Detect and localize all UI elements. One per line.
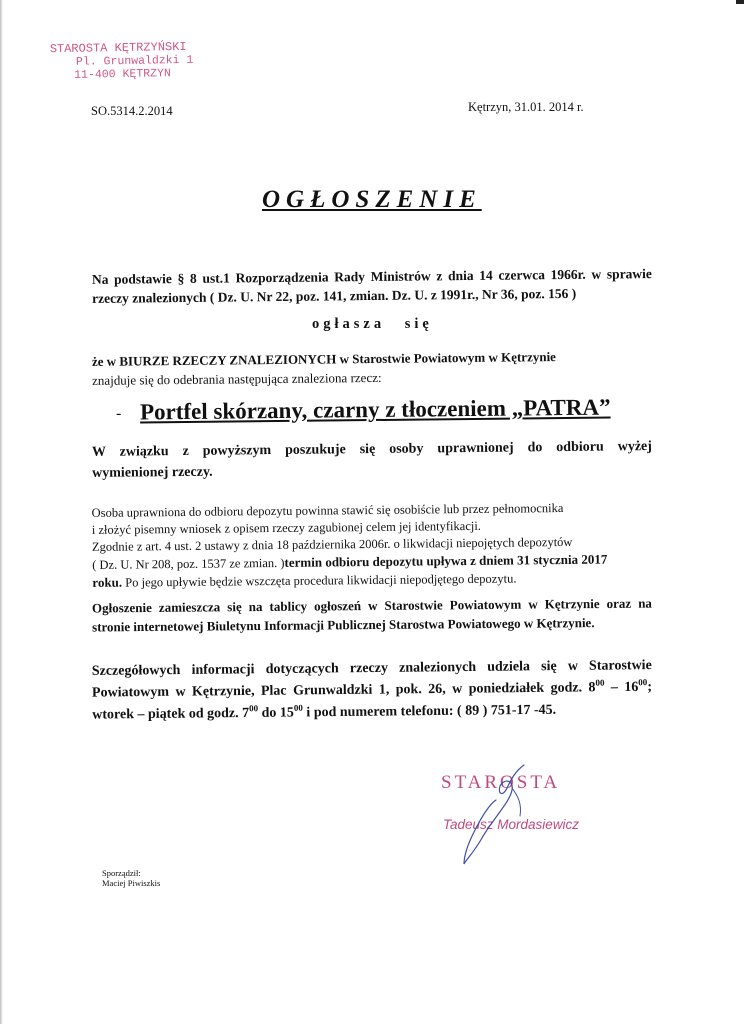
office-stamp xyxy=(50,41,194,82)
conditions-line-5-normal: Po jego upływie będzie wszczęta procedura likwidacji niepodjętego depozytu. xyxy=(122,571,517,590)
handwritten-signature xyxy=(452,760,552,870)
details-line-2-a: Powiatowym w Kętrzynie, Plac Grunwaldzki 1, pok. 26, w poniedziałek godz. 8 xyxy=(91,680,596,701)
signatory-name: Tadeusz Mordasiewicz xyxy=(443,817,580,832)
place-and-date: Kętrzyn, 31.01. 2014 r. xyxy=(468,100,584,114)
office-line-1: że w BIURZE RZECZY ZNALEZIONYCH w Starostwie Powiatowym w Kętrzynie xyxy=(91,349,556,369)
details-line-2-sup-1: 00 xyxy=(595,677,605,688)
stamp-line-3: 11-400 KĘTRZYN xyxy=(74,67,171,82)
legal-basis xyxy=(92,264,652,308)
reference-number: SO.5314.2.2014 xyxy=(91,104,173,118)
scan-corner-mark xyxy=(736,0,744,4)
legal-basis-line-2: rzeczy znalezionych ( Dz. U. Nr 22, poz. 141, zmian. Dz. U. z 1991r., Nr 36, poz. 156 ) xyxy=(92,285,577,306)
found-item: Portfel skórzany, czarny z tłoczeniem „PATRA” xyxy=(139,394,611,425)
publication-line-1: Ogłoszenie zamieszcza się na tablicy ogłoszeń w Starostwie Powiatowym w Kętrzynie oraz na xyxy=(91,595,652,616)
publication-line-2: stronie internetowej Biuletynu Informacji Publicznej Starostwa Powiatowego w Kętrzynie. xyxy=(92,615,595,635)
details-line-1: Szczegółowych informacji dotyczących rzeczy znalezionych udziela się w Starostwie xyxy=(91,658,652,679)
prepared-by-label: Sporządził: xyxy=(102,868,141,878)
conditions-line-1: Osoba uprawniona do odbioru depozytu powinna stawić się osobiście lub przez pełnomocnika xyxy=(91,500,564,520)
prepared-by xyxy=(102,868,160,888)
stamp-line-1: STAROSTA KĘTRZYŃSKI xyxy=(49,39,187,57)
details-line-3-sup-2: 00 xyxy=(293,702,303,713)
scan-page-edge xyxy=(0,0,3,1024)
item-dash: - xyxy=(116,405,122,422)
conditions-line-3: Zgodnie z art. 4 ust. 2 ustawy z dnia 18 października 2006r. o likwidacji niepojętych depozytów xyxy=(91,534,573,554)
details-line-3-c: i pod numerem telefonu: ( 89 ) 751-17 -45. xyxy=(302,702,557,721)
announces-heading: ogłasza się xyxy=(312,316,433,332)
details-line-2-sup-2: 00 xyxy=(638,677,648,688)
details-line-2-b: – 16 xyxy=(604,679,639,696)
details-line-3-a: wtorek – piątek od godz. 7 xyxy=(92,705,250,723)
office-paragraph xyxy=(92,346,652,390)
conditions-line-2: i złożyć pisemny wniosek z opisem rzeczy zagubionej celem jej identyfikacji. xyxy=(91,518,481,537)
stamp-line-2: Pl. Grunwaldzki 1 xyxy=(75,53,194,69)
conditions-line-4-normal: ( Dz. U. Nr 208, poz. 1537 ze zmian. ) xyxy=(92,555,285,572)
details-line-3-b: do 15 xyxy=(258,705,294,721)
search-paragraph xyxy=(92,436,652,484)
search-line-1: W związku z powyższym poszukuje się osoby uprawnionej do odbioru wyżej xyxy=(91,439,652,460)
details-paragraph xyxy=(92,657,653,723)
deadline-text: termin odbioru depozytu upływa z dniem 31 stycznia 2017 xyxy=(284,551,608,570)
deadline-year: roku. xyxy=(92,574,123,590)
conditions-paragraph xyxy=(92,499,653,592)
document-title: OGŁOSZENIE xyxy=(262,186,482,213)
signatory-title: STAROSTA xyxy=(441,772,561,793)
search-line-2: wymienionej rzeczy. xyxy=(92,464,213,481)
office-line-2: znajduje się do odebrania następująca znaleziona rzecz: xyxy=(92,369,382,388)
prepared-by-name: Maciej Piwiszkis xyxy=(102,878,161,888)
details-line-2-c: ; xyxy=(647,679,653,695)
publication-paragraph xyxy=(92,594,652,637)
details-line-3-sup-1: 00 xyxy=(248,702,259,713)
legal-basis-line-1: Na podstawie § 8 ust.1 Rozporządzenia Rady Ministrów z dnia 14 czerwca 1966r. w sprawie xyxy=(91,266,652,287)
